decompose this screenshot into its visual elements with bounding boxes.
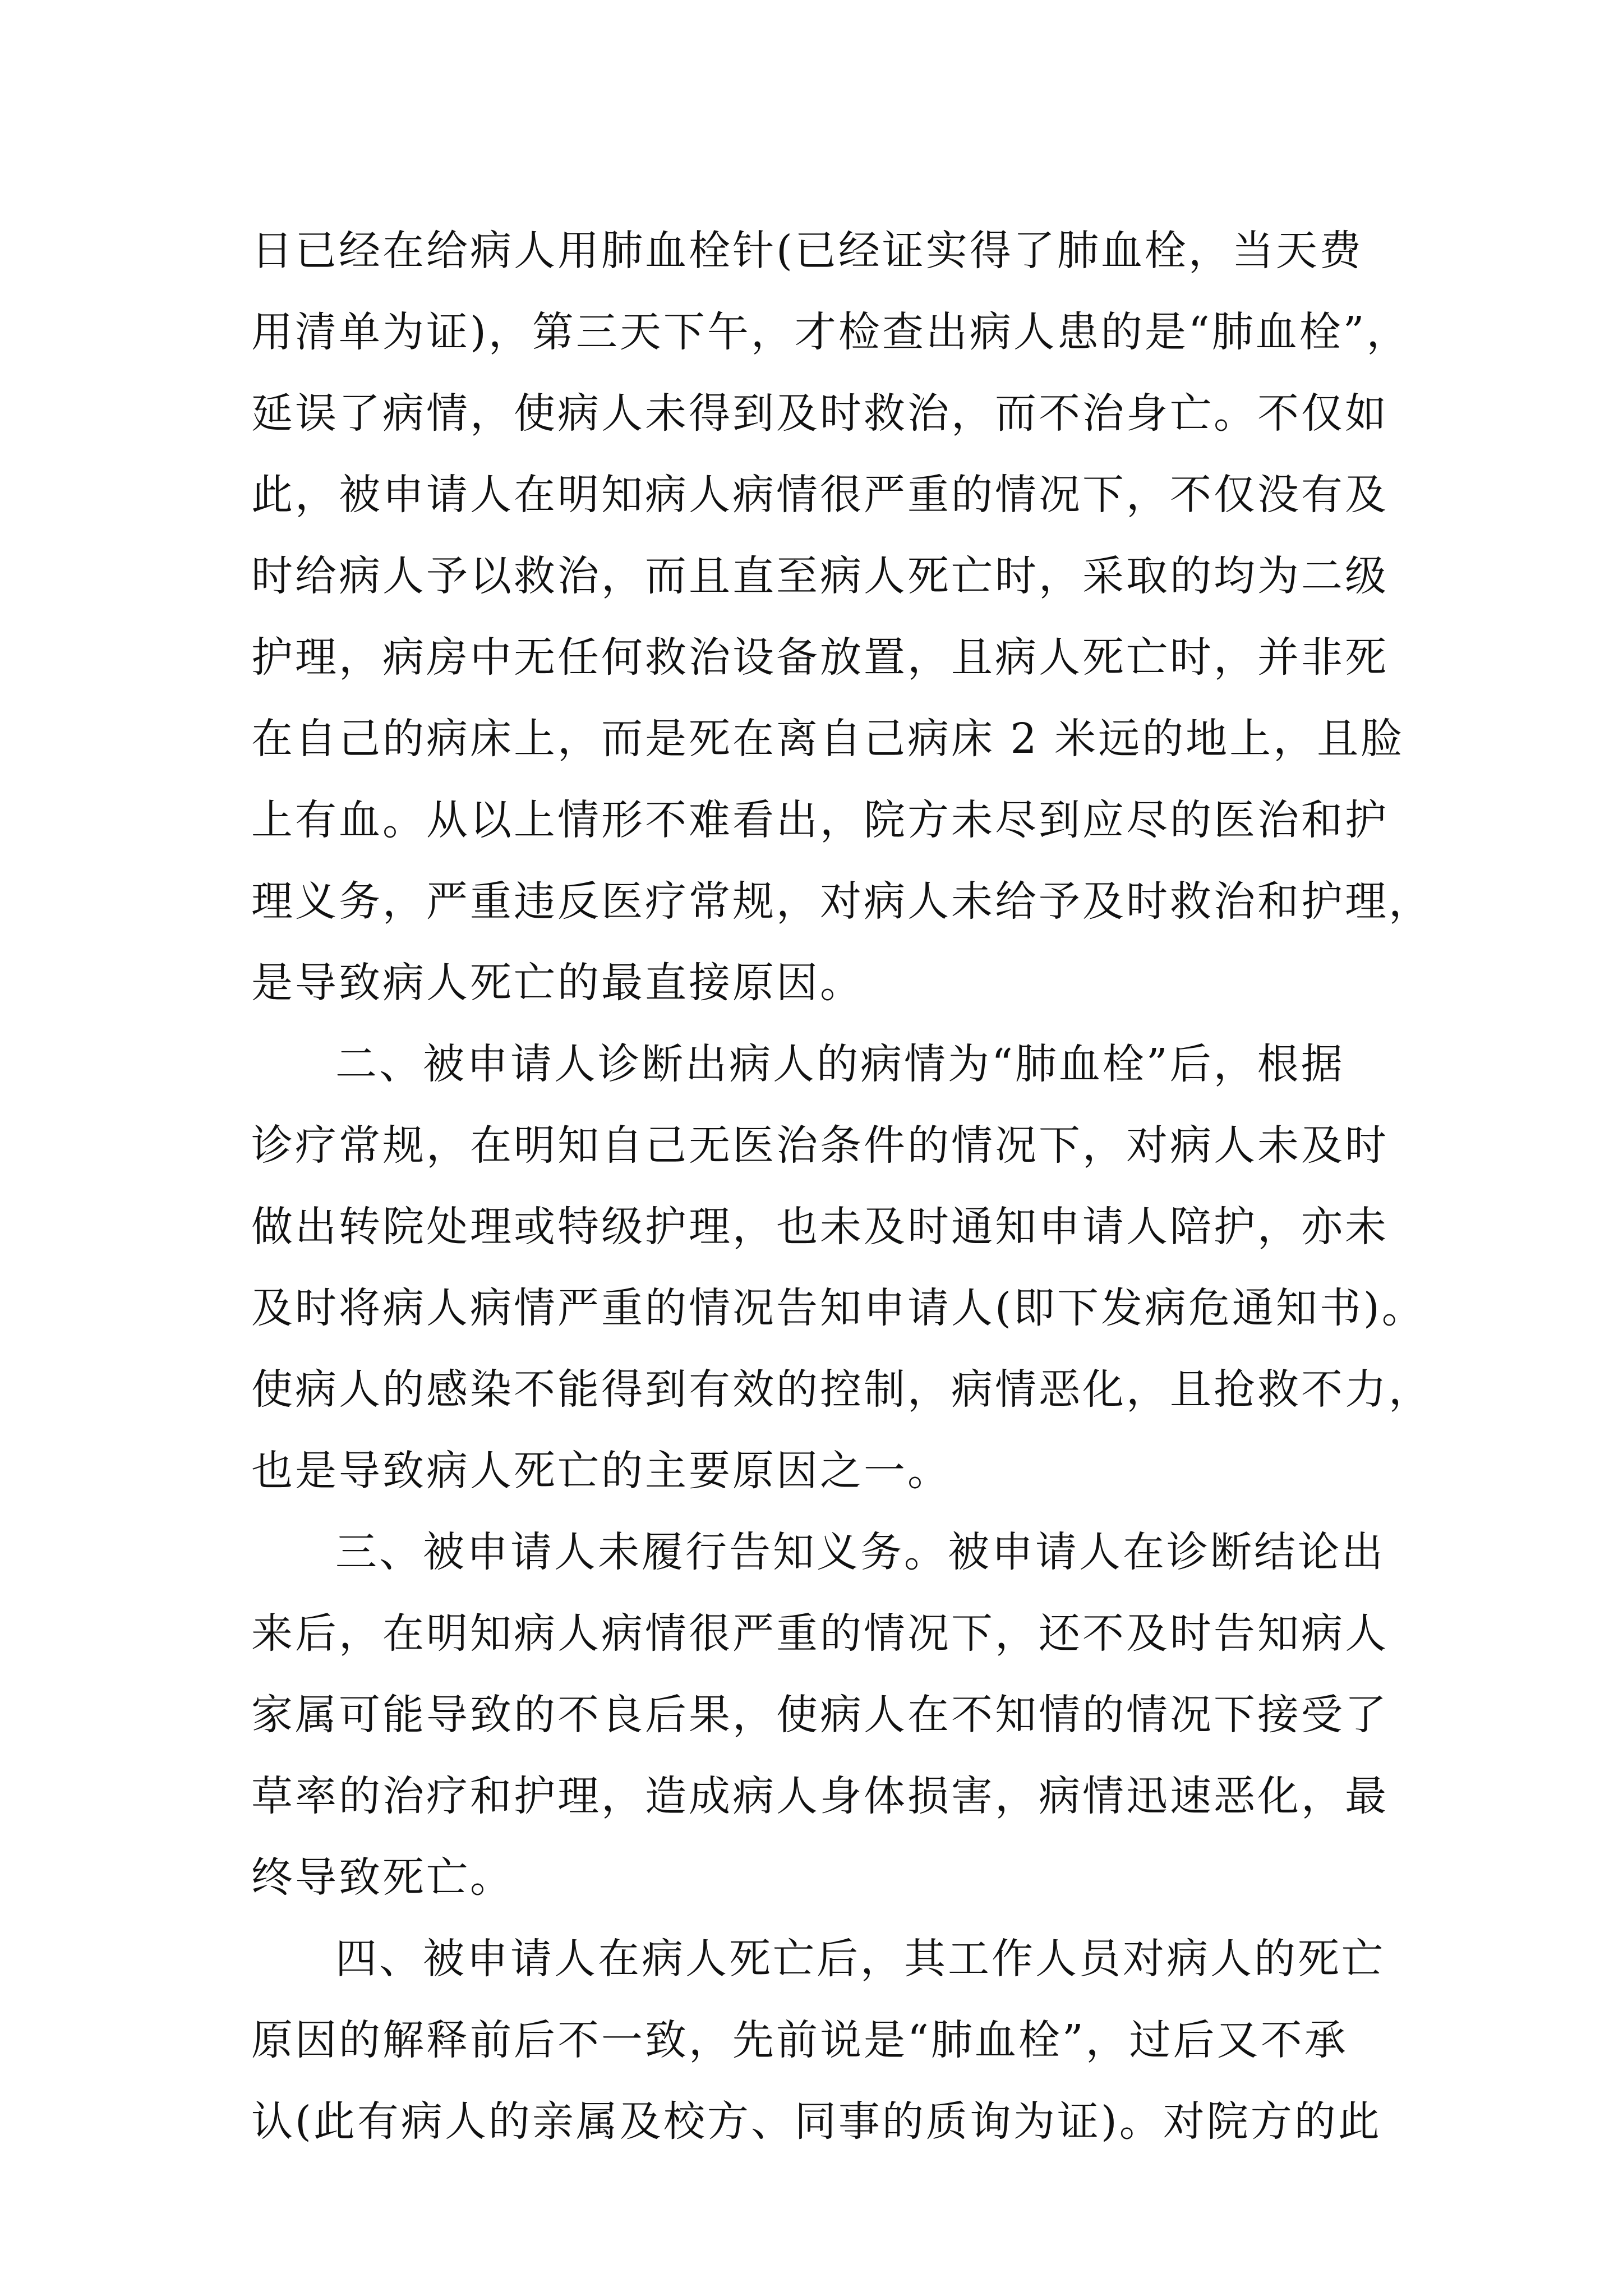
paragraph-start-line: 三、被申请人未履行告知义务。被申请人在诊断结论出 [335, 1528, 1385, 1576]
text-line: 延误了病情，使病人未得到及时救治，而不治身亡。不仅如 [251, 389, 1389, 438]
text-line: 护理，病房中无任何救治设备放置，且病人死亡时，并非死 [251, 633, 1389, 682]
text-line: 理义务，严重违反医疗常规，对病人未给予及时救治和护理， [251, 877, 1432, 926]
text-line: 也是导致病人死亡的主要原因之一。 [251, 1447, 951, 1495]
document-body [251, 210, 1432, 2162]
text-line: 是导致病人死亡的最直接原因。 [251, 959, 864, 1007]
text-line: 家属可能导致的不良后果，使病人在不知情的情况下接受了 [251, 1691, 1389, 1739]
text-line: 来后，在明知病人病情很严重的情况下，还不及时告知病人 [251, 1609, 1389, 1658]
paragraph-start-line: 二、被申请人诊断出病人的病情为“肺血栓”后，根据 [335, 1040, 1345, 1088]
text-line: 认(此有病人的亲属及校方、同事的质询为证)。对院方的此 [251, 2097, 1382, 2146]
text-line: 做出转院处理或特级护理，也未及时通知申请人陪护，亦未 [251, 1203, 1389, 1251]
text-line: 及时将病人病情严重的情况告知申请人(即下发病危通知书)。 [251, 1284, 1426, 1332]
text-line: 上有血。从以上情形不难看出，院方未尽到应尽的医治和护 [251, 796, 1389, 844]
text-line: 在自己的病床上，而是死在离自己病床 2 米远的地上，且脸 [251, 715, 1405, 763]
text-line: 日已经在给病人用肺血栓针(已经证实得了肺血栓，当天费 [251, 227, 1363, 275]
text-line: 时给病人予以救治，而且直至病人死亡时，采取的均为二级 [251, 552, 1389, 600]
text-line: 使病人的感染不能得到有效的控制，病情恶化，且抢救不力， [251, 1365, 1432, 1414]
text-line: 用清单为证)，第三天下午，才检查出病人患的是“肺血栓”， [251, 308, 1410, 356]
paragraph-start-line: 四、被申请人在病人死亡后，其工作人员对病人的死亡 [335, 1935, 1385, 1983]
text-line: 原因的解释前后不一致，先前说是“肺血栓”，过后又不承 [251, 2016, 1348, 2064]
text-line: 终导致死亡。 [251, 1853, 514, 1902]
text-line: 诊疗常规，在明知自己无医治条件的情况下，对病人未及时 [251, 1121, 1389, 1170]
text-line: 草率的治疗和护理，造成病人身体损害，病情迅速恶化，最 [251, 1772, 1389, 1820]
text-line: 此，被申请人在明知病人病情很严重的情况下，不仅没有及 [251, 471, 1389, 519]
